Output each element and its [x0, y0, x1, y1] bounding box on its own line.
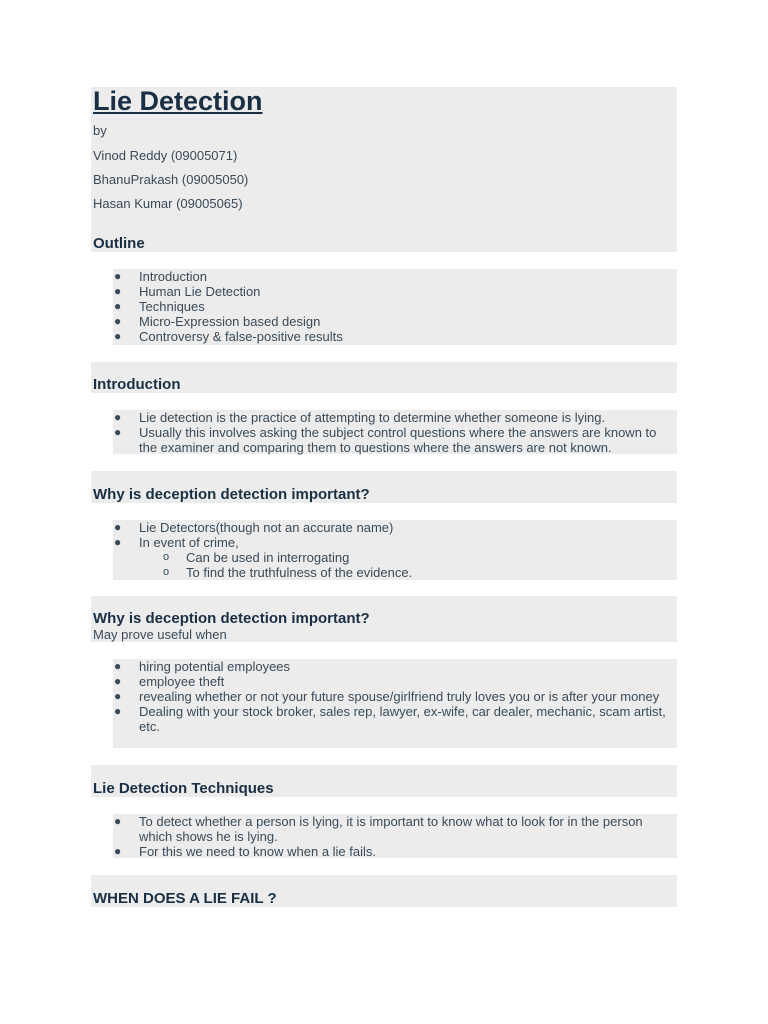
- list-item: ● Human Lie Detection: [114, 284, 261, 299]
- why-important-subtitle: May prove useful when: [93, 627, 227, 642]
- bullet-icon: ●: [114, 314, 122, 328]
- bullet-icon: ●: [114, 674, 122, 688]
- bullet-icon: ●: [114, 844, 122, 858]
- sub-list: [139, 550, 670, 580]
- outline-list: [114, 269, 670, 344]
- circle-bullet-icon: o: [163, 566, 170, 578]
- lie-fail-heading: WHEN DOES A LIE FAIL ?: [93, 890, 277, 907]
- techniques-heading: Lie Detection Techniques: [93, 780, 274, 797]
- list-item: ● Lie detection is the practice of attempting to determine whether someone is lying.: [114, 410, 606, 425]
- list-item: ● Micro-Expression based design: [114, 314, 321, 329]
- circle-bullet-icon: o: [163, 551, 170, 563]
- list-item: ● In event of crime, o Can be used in interrogating o To find the truthfulness of the evidence.: [114, 535, 670, 580]
- why-important-heading-1: Why is deception detection important?: [93, 486, 370, 503]
- document-title: Lie Detection: [93, 86, 263, 116]
- list-item: ● Lie Detectors(though not an accurate name): [114, 520, 394, 535]
- introduction-heading: Introduction: [93, 376, 181, 393]
- list-item: ● Introduction: [114, 269, 207, 284]
- list-item: ● employee theft: [114, 674, 225, 689]
- bullet-icon: ●: [114, 814, 122, 828]
- introduction-list: [114, 410, 670, 455]
- bullet-icon: ●: [114, 659, 122, 673]
- why-important-heading-2: Why is deception detection important?: [93, 610, 370, 627]
- author-1: Vinod Reddy (09005071): [93, 148, 238, 163]
- bullet-icon: ●: [114, 329, 122, 343]
- byline: by: [93, 123, 107, 138]
- sub-list-item: o To find the truthfulness of the evidence.: [163, 565, 413, 580]
- bullet-icon: ●: [114, 299, 122, 313]
- techniques-list: [114, 814, 670, 859]
- why-important-list-1: [114, 520, 670, 580]
- bullet-icon: ●: [114, 535, 122, 549]
- list-item: ● For this we need to know when a lie fails.: [114, 844, 377, 859]
- list-item: ● Techniques: [114, 299, 205, 314]
- bullet-icon: ●: [114, 269, 122, 283]
- author-2: BhanuPrakash (09005050): [93, 172, 249, 187]
- list-item: ● Dealing with your stock broker, sales rep, lawyer, ex-wife, car dealer, mechanic, scam artist, etc.: [114, 704, 666, 734]
- list-item: ● revealing whether or not your future spouse/girlfriend truly loves you or is after your money: [114, 689, 660, 704]
- author-3: Hasan Kumar (09005065): [93, 196, 243, 211]
- sub-list-item: o Can be used in interrogating: [163, 550, 350, 565]
- list-item: ● Usually this involves asking the subject control questions where the answers are known to the examiner and comparing them to questions where the answers are not known.: [114, 425, 657, 455]
- bullet-icon: ●: [114, 425, 122, 439]
- list-item: ● hiring potential employees: [114, 659, 291, 674]
- bullet-icon: ●: [114, 689, 122, 703]
- bullet-icon: ●: [114, 284, 122, 298]
- why-important-list-2: [114, 659, 670, 734]
- bullet-icon: ●: [114, 704, 122, 718]
- bullet-icon: ●: [114, 520, 122, 534]
- bullet-icon: ●: [114, 410, 122, 424]
- list-item: ● Controversy & false-positive results: [114, 329, 343, 344]
- outline-heading: Outline: [93, 235, 145, 252]
- list-item: ● To detect whether a person is lying, it is important to know what to look for in the person which shows he is lying.: [114, 814, 643, 844]
